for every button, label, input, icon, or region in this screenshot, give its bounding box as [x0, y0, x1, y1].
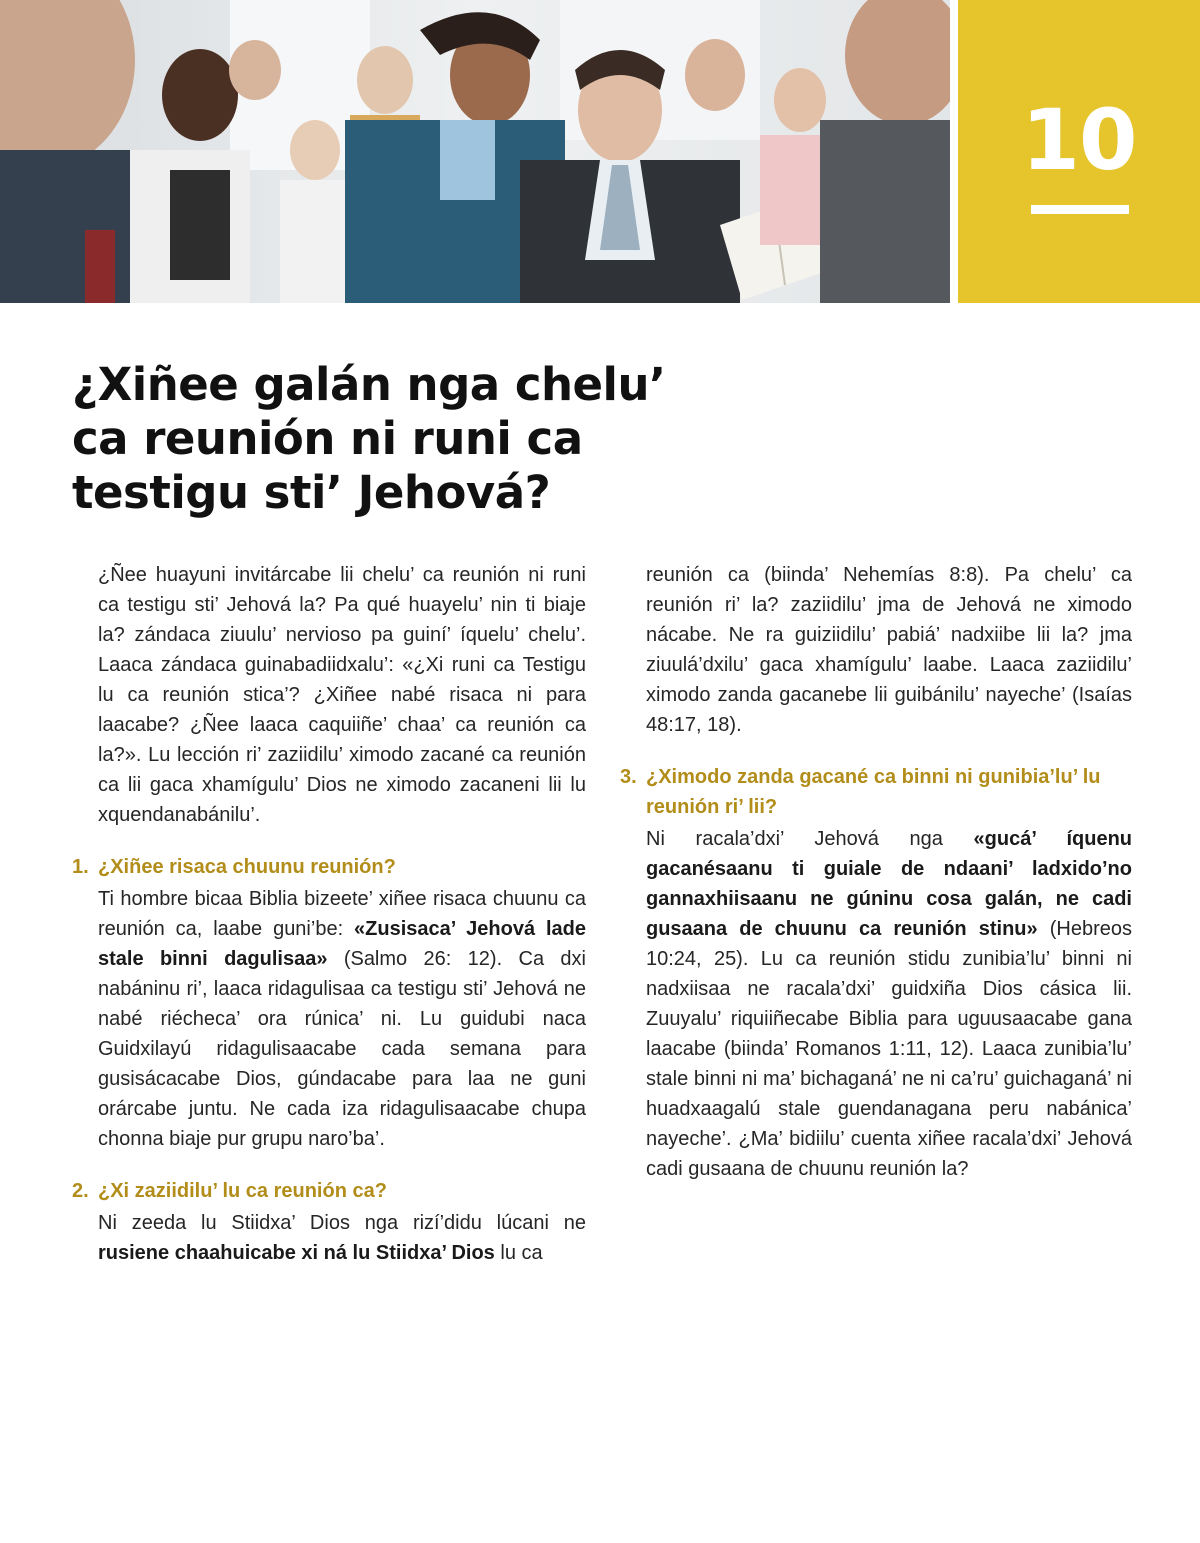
right-column: [620, 560, 1132, 1184]
answer-text: (Salmo 26: 12). Ca dxi nabáninu ri’, laaca ridagulisaa ca testigu sti’ Jehová ne nabé riécheca’ ora rúnica’ ni. Lu guidubi naca Guidxilayú ridagulisaacabe cada semana para gusisácacabe Dios, gúndacabe para laa ne guni orárcabe juntu. Ne cada iza ridagulisaacabe chupa chonna biaje pur grupu naro’ba’.: [98, 948, 587, 1150]
question-text: ¿Xi zaziidilu’ lu ca reunión ca?: [98, 1180, 387, 1202]
lesson-underline: [1031, 205, 1129, 214]
question-heading-3: [620, 762, 1132, 822]
question-number: 1.: [72, 856, 89, 878]
answer-text: Ti hombre bicaa Biblia bizeete’ xiñee risaca chuunu ca reunión ca, laabe guni’be:: [98, 888, 586, 940]
intro-paragraph: ¿Ñee huayuni invitárcabe lii chelu’ ca reunión ni runi ca testigu sti’ Jehová la? Pa qué huayelu’ nin ti biaje la? zándaca ziuulu’ nervioso pa guiní’ íquelu’ chelu’. Laaca zándaca guinabadiidxalu’: «¿Xi runi ca Testigu lu ca reunión stica’? ¿Xiñee nabé risaca ni para laacabe? ¿Ñee laaca caquiiñe’ chaa’ ca reunión ca la?». Lu lección ri’ zaziidilu’ ximodo zacané ca reunión ca lii gaca xhamígulu’ Dios ne ximodo zacaneni lii lu xquendanabánilu’.: [98, 564, 586, 826]
question-number: 2.: [72, 1180, 89, 1202]
answer-paragraph-3: [646, 824, 1132, 1184]
lesson-number-box: [958, 0, 1200, 303]
scripture-quote: «gucá’ íquenu gacanésaanu ti guiale de ndaani’ ladxido’no gannaxhiisaanu ne gúninu cosa galán, ne cadi gusaana de chuunu ca reunión stinu»: [646, 828, 1132, 940]
answer-text: Ni zeeda lu Stiidxa’ Dios nga rizí’didu lúcani ne: [98, 1212, 586, 1234]
answer-paragraph-2-start: [98, 1208, 586, 1268]
question-heading-1: [72, 852, 586, 882]
answer-text: Ni racala’dxi’ Jehová nga: [646, 828, 974, 850]
answer-paragraph-2-continued: reunión ca (biinda’ Nehemías 8:8). Pa chelu’ ca reunión ri’ la? zaziidilu’ jma de Jehová ne ximodo nácabe. Ne ra guiziidilu’ pabiá’ nadxiibe lii la? jma ziuulá’dxilu’ gaca xhamígulu’ laabe. Laaca zaziidilu’ ximodo zanda gacanebe lii guibánilu’ nayeche’ (Isaías 48:17, 18).: [646, 564, 1132, 736]
answer-text-continued: lu ca: [494, 1242, 543, 1264]
scripture-quote: «Zusisaca’ Jehová lade stale binni dagulisaa»: [98, 918, 586, 970]
key-phrase: rusiene chaahuicabe xi ná lu Stiidxa’ Dios: [98, 1242, 495, 1264]
question-heading-2: [72, 1176, 586, 1206]
page-title: ¿Xiñee galán nga chelu’ ca reunión ni runi ca testigu sti’ Jehová?: [72, 358, 666, 519]
hero-photo: [0, 0, 950, 303]
question-number: 3.: [620, 766, 637, 788]
question-text: ¿Ximodo zanda gacané ca binni ni gunibia’lu’ lu reunión ri’ lii?: [646, 766, 1101, 818]
question-text: ¿Xiñee risaca chuunu reunión?: [98, 856, 396, 878]
congregation-meeting-photo: [0, 0, 950, 303]
lesson-number: 10: [1021, 91, 1137, 189]
left-column: [72, 560, 587, 1268]
answer-text: (Hebreos 10:24, 25). Lu ca reunión stidu zunibia’lu’ binni ni nadxiisaa ne racala’dxi’ guidxiña Dios cásica lii. Zuuyalu’ riquiiñecabe Biblia para uguusaacabe gana laacabe (biinda’ Romanos 1:11, 12). Laaca zunibia’lu’ stale binni ni ma’ bichaganá’ ne ni ca’ru’ guichaganá’ ni huadxaagalú stale guendanagana peru nabánica’ nayeche’. ¿Ma’ bidiilu’ cuenta xiñee racala’dxi’ Jehová cadi gusaana de chuunu reunión la?: [646, 918, 1132, 1180]
answer-paragraph-1: [98, 884, 586, 1154]
